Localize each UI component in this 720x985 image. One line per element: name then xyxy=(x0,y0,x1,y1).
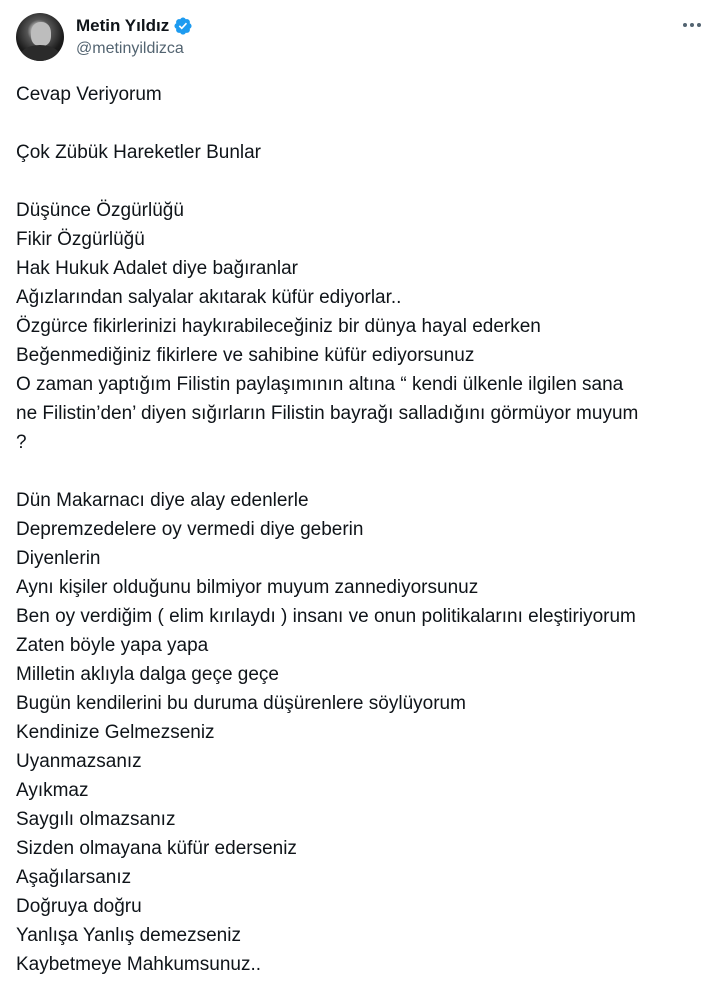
tweet-line: Ağızlarından salyalar akıtarak küfür ediyorlar.. xyxy=(16,287,402,308)
author-avatar[interactable] xyxy=(16,13,64,61)
tweet-line: Saygılı olmazsanız xyxy=(16,809,176,830)
tweet-line: Ben oy verdiğim ( elim kırılaydı ) insanı ve onun politikalarını eleştiriyorum xyxy=(16,606,636,627)
tweet-line: Kaybetmeye Mahkumsunuz.. xyxy=(16,954,262,975)
author-name-row xyxy=(76,14,193,38)
tweet-line: ? xyxy=(16,432,27,453)
tweet-line: Özgürce fikirlerinizi haykırabileceğiniz bir dünya hayal ederken xyxy=(16,316,541,337)
tweet-line: O zaman yaptığım Filistin paylaşımının altına “ kendi ülkenle ilgilen sana xyxy=(16,374,624,395)
tweet-line: ne Filistin’den’ diyen sığırların Filistin bayrağı salladığını görmüyor muyum xyxy=(16,403,639,424)
tweet-line: Yanlışa Yanlış demezseniz xyxy=(16,925,241,946)
tweet-header xyxy=(16,13,704,61)
verified-badge-icon[interactable] xyxy=(173,16,193,36)
tweet-line: Düşünce Özgürlüğü xyxy=(16,200,184,221)
author-info xyxy=(76,14,193,58)
tweet-line: Sizden olmayana küfür ederseniz xyxy=(16,838,297,859)
tweet-blank-line xyxy=(16,167,706,196)
tweet-line: Depremzedelere oy vermedi diye geberin xyxy=(16,519,364,540)
tweet-line: Beğenmediğiniz fikirlere ve sahibine küfür ediyorsunuz xyxy=(16,345,475,366)
tweet-line: Fikir Özgürlüğü xyxy=(16,229,145,250)
tweet-line: Bugün kendilerini bu duruma düşürenlere söylüyorum xyxy=(16,693,466,714)
tweet-line: Diyenlerin xyxy=(16,548,101,569)
author-display-name[interactable]: Metin Yıldız xyxy=(76,16,170,35)
tweet-line: Kendinize Gelmezseniz xyxy=(16,722,215,743)
avatar-face xyxy=(31,22,51,46)
tweet-blank-line xyxy=(16,457,706,486)
tweet-line: Doğruya doğru xyxy=(16,896,142,917)
tweet-line: Uyanmazsanız xyxy=(16,751,142,772)
author-handle[interactable]: @metinyildizca xyxy=(76,40,184,57)
tweet-text xyxy=(16,80,706,979)
avatar-shoulders xyxy=(20,45,60,61)
tweet-line: Milletin aklıyla dalga geçe geçe xyxy=(16,664,279,685)
tweet-line: Cevap Veriyorum xyxy=(16,84,162,105)
tweet-line: Zaten böyle yapa yapa xyxy=(16,635,209,656)
tweet-blank-line xyxy=(16,109,706,138)
tweet-line: Dün Makarnacı diye alay edenlerle xyxy=(16,490,309,511)
more-horizontal-icon[interactable] xyxy=(680,15,704,35)
tweet-line: Aşağılarsanız xyxy=(16,867,132,888)
tweet-line: Aynı kişiler olduğunu bilmiyor muyum zannediyorsunuz xyxy=(16,577,479,598)
tweet-line: Ayıkmaz xyxy=(16,780,89,801)
tweet-line: Hak Hukuk Adalet diye bağıranlar xyxy=(16,258,298,279)
tweet-line: Çok Zübük Hareketler Bunlar xyxy=(16,142,261,163)
